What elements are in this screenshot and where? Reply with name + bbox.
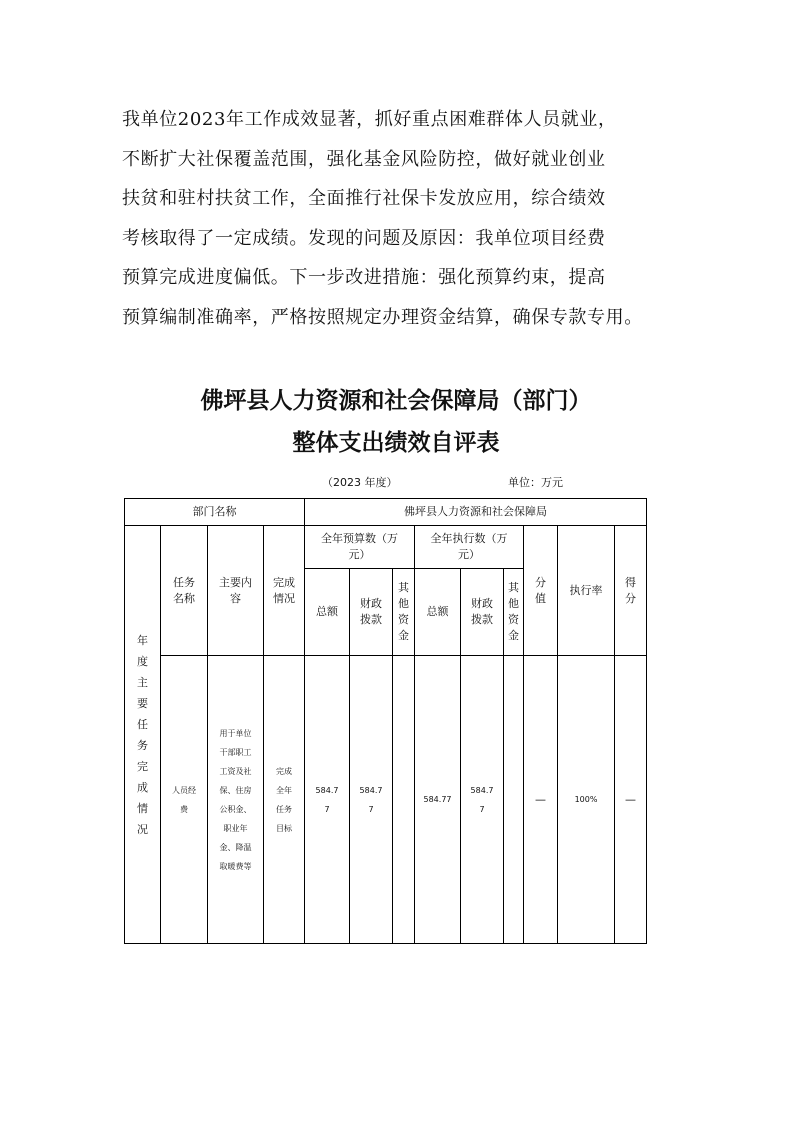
- exec-other-cell: [504, 656, 524, 944]
- paragraph-line: 扶贫和驻村扶贫工作，全面推行社保卡发放应用，综合绩效: [122, 188, 606, 209]
- exec-fiscal-cell: 584.7 7: [461, 656, 504, 944]
- header-annual-budget: 全年预算数（万 元）: [305, 526, 415, 569]
- header-score-value: 分 值: [524, 526, 558, 656]
- paragraph-line: 预算完成进度偏低。下一步改进措施：强化预算约束，提高: [122, 267, 606, 288]
- paragraph-line: 我单位2023年工作成效显著，抓好重点困难群体人员就业，: [122, 109, 617, 130]
- task-name-cell: 人员经 费: [161, 656, 208, 944]
- header-completion: 完成 情况: [264, 526, 305, 656]
- paragraph-line: 不断扩大社保覆盖范围，强化基金风险防控，做好就业创业: [122, 148, 606, 170]
- year-note: （2023 年度）: [322, 476, 398, 489]
- main-content-cell: 用于单位 干部职工 工资及社 保、住房 公积金、 职业年 金、降温 取暖费等: [208, 656, 264, 944]
- table-title-line-2: 整体支出绩效自评表: [292, 430, 500, 456]
- header-main-content: 主要内 容: [208, 526, 264, 656]
- score-value-cell: —: [524, 656, 558, 944]
- table-row: [125, 656, 647, 944]
- paragraph-line: 考核取得了一定成绩。发现的问题及原因：我单位项目经费: [122, 227, 606, 249]
- score-cell: —: [615, 656, 647, 944]
- execution-rate-cell: 100%: [558, 656, 615, 944]
- header-exec-other: 其 他 资 金: [504, 569, 524, 656]
- section-label: 年 度 主 要 任 务 完 成 情 况: [125, 526, 161, 944]
- header-exec-total: 总额: [415, 569, 461, 656]
- paragraph: [122, 100, 682, 337]
- dept-name-value: 佛坪县人力资源和社会保障局: [305, 499, 647, 526]
- header-execution-rate: 执行率: [558, 526, 615, 656]
- header-budget-total: 总额: [305, 569, 350, 656]
- paragraph-line: 预算编制准确率，严格按照规定办理资金结算，确保专款专用。: [122, 306, 643, 328]
- exec-total-cell: 584.77: [415, 656, 461, 944]
- header-budget-other: 其 他 资 金: [393, 569, 415, 656]
- header-annual-execution: 全年执行数（万 元）: [415, 526, 524, 569]
- completion-cell: 完成 全年 任务 目标: [264, 656, 305, 944]
- dept-name-label: 部门名称: [125, 499, 305, 526]
- unit-note: 单位：万元: [508, 476, 563, 489]
- table-title-line-1: 佛坪县人力资源和社会保障局（部门）: [200, 388, 592, 414]
- header-score: 得 分: [615, 526, 647, 656]
- self-evaluation-table: [124, 498, 647, 944]
- header-budget-fiscal: 财政 拨款: [350, 569, 393, 656]
- header-exec-fiscal: 财政 拨款: [461, 569, 504, 656]
- header-task-name: 任务 名称: [161, 526, 208, 656]
- budget-fiscal-cell: 584.7 7: [350, 656, 393, 944]
- budget-other-cell: [393, 656, 415, 944]
- budget-total-cell: 584.7 7: [305, 656, 350, 944]
